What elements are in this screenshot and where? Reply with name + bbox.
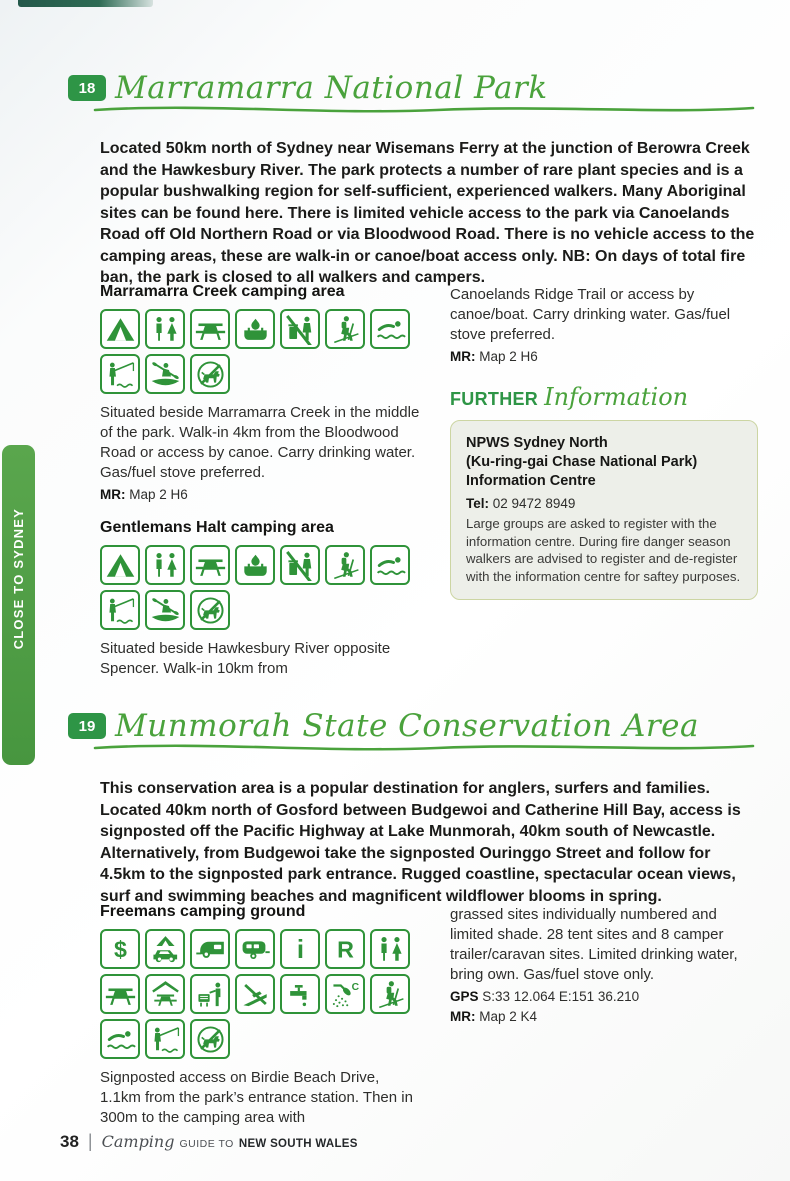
toilets-icon bbox=[145, 309, 185, 349]
further-information-heading bbox=[450, 383, 758, 411]
camper-trailer-icon bbox=[190, 929, 230, 969]
fishing-icon bbox=[100, 354, 140, 394]
section-18-right-column bbox=[450, 285, 758, 600]
camp-description-continued: grassed sites individually numbered and limited shade. 28 tent sites and 8 camper trailer/caravan sites. Limited drinking water, bring own. Gas/fuel stove only. bbox=[450, 906, 738, 983]
scan-artifact bbox=[18, 0, 153, 7]
footer-separator: | bbox=[87, 1131, 93, 1151]
map-reference bbox=[100, 486, 422, 503]
section-number-badge: 19 bbox=[68, 713, 106, 739]
mr-value: Map 2 H6 bbox=[129, 487, 188, 502]
further-label: FURTHER bbox=[450, 389, 539, 409]
gps-reference bbox=[450, 988, 758, 1005]
section-number-badge: 18 bbox=[68, 75, 106, 101]
no-rubbish-bins-icon bbox=[280, 309, 320, 349]
section-19-intro: This conservation area is a popular destination for anglers, surfers and families. Located 40km north of Gosford between Budgewoi and Catherine Hill Bay, access is signposted off the Pacific Highway at Lake Munmorah, 40km south of Newcastle. Alternatively, from Budgewoi take the signposted Ouringgo Street and follow for 4.5km to the signposted park entrance. Rugged coastline, spectacular ocean views, surf and swimming beaches and magnificent wildflower blooms in spring. bbox=[100, 780, 741, 905]
wavy-underline bbox=[92, 740, 756, 754]
canoeing-icon bbox=[145, 590, 185, 630]
further-information-box bbox=[450, 420, 758, 600]
mr-label: MR: bbox=[100, 487, 126, 502]
camp-freemans bbox=[100, 903, 422, 1128]
info-box-title-line: Information Centre bbox=[466, 473, 596, 489]
page-footer bbox=[60, 1131, 358, 1152]
map-reference bbox=[450, 348, 758, 365]
no-dogs-icon bbox=[190, 590, 230, 630]
section-19-right-column bbox=[450, 905, 758, 1025]
fees-icon bbox=[100, 929, 140, 969]
picnic-shelter-icon bbox=[145, 974, 185, 1014]
book-title-mid: GUIDE TO bbox=[179, 1138, 234, 1150]
drinking-water-tap-icon bbox=[280, 974, 320, 1014]
facility-icon-grid bbox=[100, 929, 422, 1059]
swimming-icon bbox=[370, 309, 410, 349]
tel-label: Tel: bbox=[466, 496, 489, 511]
wood-fire-bbq-icon bbox=[235, 309, 275, 349]
no-rubbish-bins-icon bbox=[280, 545, 320, 585]
information-label: Information bbox=[544, 383, 689, 411]
camp-name: Freemans camping ground bbox=[100, 903, 306, 920]
book-title-script: Camping bbox=[101, 1132, 175, 1151]
bushwalking-icon bbox=[325, 545, 365, 585]
info-box-title-line: NPWS Sydney North bbox=[466, 435, 608, 451]
chapter-tab-label: CLOSE TO SYDNEY bbox=[11, 508, 26, 650]
bushwalking-icon bbox=[325, 309, 365, 349]
canoeing-icon bbox=[145, 354, 185, 394]
fishing-icon bbox=[100, 590, 140, 630]
facility-icon-grid bbox=[100, 545, 422, 630]
camp-description: Situated beside Hawkesbury River opposite Spencer. Walk-in 10km from bbox=[100, 640, 391, 677]
facility-icon-grid bbox=[100, 309, 422, 394]
caravan-icon bbox=[235, 929, 275, 969]
camp-marramarra-creek bbox=[100, 283, 422, 503]
camping-icon bbox=[100, 309, 140, 349]
bbq-icon bbox=[190, 974, 230, 1014]
camp-gentlemans-halt bbox=[100, 519, 422, 679]
gps-value: S:33 12.064 E:151 36.210 bbox=[482, 989, 640, 1004]
swimming-icon bbox=[100, 1019, 140, 1059]
picnic-table-icon bbox=[190, 309, 230, 349]
map-reference bbox=[450, 1008, 758, 1025]
section-18-intro: Located 50km north of Sydney near Wisemans Ferry at the junction of Berowra Creek and the Hawkesbury River. The park protects a number of rare plant species and is a popular bushwalking region for self-sufficient, experienced walkers. Many Aboriginal sites can be found here. There is limited vehicle access to the park via Canoelands Road off Old Northern Road or via Bloodwood Road. There is no vehicle access to the camping areas, these are walk-in or canoe/boat access only. NB: On days of total fire ban, the park is closed to all walkers and campers. bbox=[100, 140, 755, 286]
section-18-header bbox=[68, 70, 548, 106]
no-boat-launching-icon bbox=[235, 974, 275, 1014]
camping-icon bbox=[100, 545, 140, 585]
car-camping-icon bbox=[145, 929, 185, 969]
wavy-underline bbox=[92, 102, 756, 116]
info-box-note: Large groups are asked to register with the information centre. During fire danger season walkers are advised to register and de-register with the information centre for saftey purposes. bbox=[466, 516, 741, 584]
bushwalking-icon bbox=[370, 974, 410, 1014]
section-18-left-column bbox=[100, 283, 422, 679]
camp-description: Situated beside Marramarra Creek in the middle of the park. Walk-in 4km from the Bloodwood Road or access by canoe. Carry drinking water. Gas/fuel stove preferred. bbox=[100, 404, 420, 481]
registration-icon bbox=[325, 929, 365, 969]
information-icon bbox=[280, 929, 320, 969]
book-title-bold: NEW SOUTH WALES bbox=[238, 1138, 358, 1150]
page-number: 38 bbox=[60, 1132, 79, 1151]
section-19-left-column bbox=[100, 903, 422, 1128]
mr-label: MR: bbox=[450, 1009, 476, 1024]
swimming-icon bbox=[370, 545, 410, 585]
camp-name: Gentlemans Halt camping area bbox=[100, 519, 334, 536]
picnic-table-icon bbox=[100, 974, 140, 1014]
mr-value: Map 2 K4 bbox=[479, 1009, 538, 1024]
no-dogs-icon bbox=[190, 354, 230, 394]
camp-name: Marramarra Creek camping area bbox=[100, 283, 345, 300]
telephone-line bbox=[466, 495, 742, 513]
chapter-tab-close-to-sydney bbox=[2, 445, 35, 765]
mr-label: MR: bbox=[450, 349, 476, 364]
camp-description: Signposted access on Birdie Beach Drive, 1.1km from the park’s entrance station. Then in 300m to the camping area with bbox=[100, 1069, 413, 1126]
tel-value: 02 9472 8949 bbox=[492, 496, 576, 511]
gps-label: GPS bbox=[450, 989, 479, 1004]
picnic-table-icon bbox=[190, 545, 230, 585]
camp-description-continued: Canoelands Ridge Trail or access by canoe/boat. Carry drinking water. Gas/fuel stove preferred. bbox=[450, 286, 731, 343]
info-box-title-line: (Ku-ring-gai Chase National Park) bbox=[466, 454, 698, 470]
cold-showers-icon bbox=[325, 974, 365, 1014]
fishing-icon bbox=[145, 1019, 185, 1059]
section-19-title: Munmorah State Conservation Area bbox=[115, 708, 699, 744]
section-18-title: Marramarra National Park bbox=[115, 70, 548, 106]
toilets-icon bbox=[370, 929, 410, 969]
wood-fire-bbq-icon bbox=[235, 545, 275, 585]
toilets-icon bbox=[145, 545, 185, 585]
section-19-header bbox=[68, 708, 699, 744]
mr-value: Map 2 H6 bbox=[479, 349, 538, 364]
no-dogs-icon bbox=[190, 1019, 230, 1059]
